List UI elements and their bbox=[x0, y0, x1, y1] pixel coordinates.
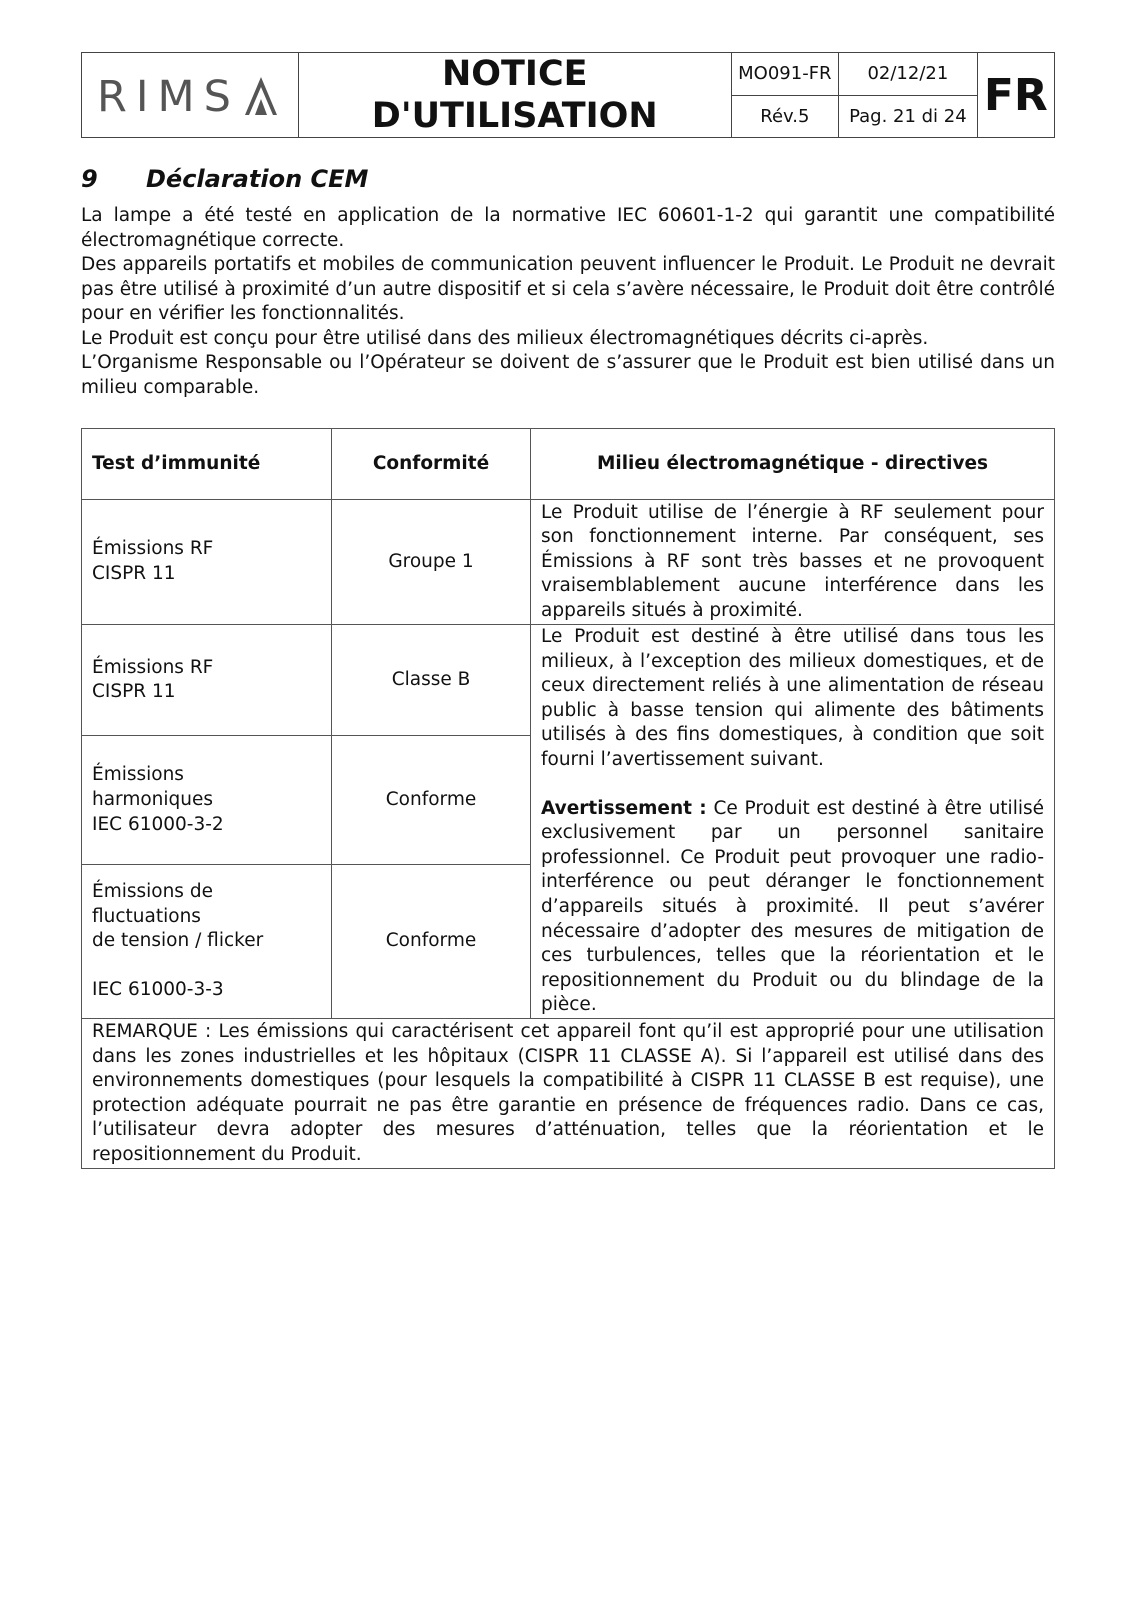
rimsa-logo-icon bbox=[95, 69, 285, 121]
conformity-cell: Conforme bbox=[332, 736, 531, 864]
test-cell bbox=[82, 864, 332, 1018]
doc-date: 02/12/21 bbox=[839, 53, 978, 96]
test-standard: CISPR 11 bbox=[92, 563, 176, 584]
conformity-cell: Conforme bbox=[332, 864, 531, 1018]
warning-paragraph bbox=[541, 797, 1044, 1018]
conformity-cell: Groupe 1 bbox=[332, 500, 531, 625]
company-logo bbox=[82, 53, 299, 138]
merged-directive-cell bbox=[531, 625, 1055, 1019]
document-title bbox=[298, 53, 731, 138]
column-header-test: Test d’immunité bbox=[82, 429, 332, 500]
directive-text: Le Produit est destiné à être utilisé dans tous les milieux, à l’exception des milieux domestiques, et de ceux directement reliés à une alimentation de réseau public à basse tension qui alimente des bâtiments utilisés à des fins domestiques, à condition que soit fourni l’avertissement suivant. bbox=[541, 626, 1044, 770]
table-row bbox=[82, 500, 1055, 625]
intro-paragraph: Le Produit est conçu pour être utilisé dans des milieux électromagnétiques décrits ci-après. bbox=[81, 327, 929, 349]
page-number: Pag. 21 di 24 bbox=[839, 95, 978, 138]
test-cell bbox=[82, 500, 332, 625]
directive-cell: Le Produit utilise de l’énergie à RF seulement pour son fonctionnement interne. Par conséquent, ses Émissions à RF sont très basses et ne provoquent vraisemblablement aucune interférence dans les appareils situés à proximité. bbox=[531, 500, 1055, 625]
test-standard: IEC 61000-3-2 bbox=[92, 813, 224, 835]
test-name: Émissions bbox=[92, 764, 184, 786]
test-name: de tension / flicker bbox=[92, 930, 264, 952]
test-name: fluctuations bbox=[92, 905, 201, 927]
test-standard: IEC 61000-3-3 bbox=[92, 979, 224, 1001]
test-name: Émissions RF bbox=[92, 538, 214, 560]
test-cell bbox=[82, 625, 332, 736]
revision: Rév.5 bbox=[731, 95, 838, 138]
language-code: FR bbox=[977, 53, 1054, 138]
document-header bbox=[81, 52, 1055, 138]
column-header-directive: Milieu électromagnétique - directives bbox=[531, 429, 1055, 500]
test-name: Émissions RF bbox=[92, 656, 214, 678]
warning-text: Ce Produit est destiné à être utilisé exclusivement par un personnel sanitaire professionnel. Ce Produit peut provoquer une radio-interférence ou peut déranger le fonctionnement d’appareils situés à proximité. Il peut s’avérer nécessaire d’adopter des mesures de mitigation de ces turbulences, telles que la réorientation et le repositionnement du Produit ou du blindage de la pièce. bbox=[541, 797, 1044, 1016]
svg-text:RIMS: RIMS bbox=[96, 72, 240, 121]
title-line-2: D'UTILISATION bbox=[371, 96, 658, 136]
table-note: REMARQUE : Les émissions qui caractérisent cet appareil font qu’il est approprié pour une utilisation dans les zones industrielles et les hôpitaux (CISPR 11 CLASSE A). Si l’appareil est utilisé dans des environnements domestiques (pour lesquels la compatibilité à CISPR 11 CLASSE B est requise), une protection adéquate pourrait ne pas être garantie en présence de fréquences radio. Dans ce cas, l’utilisateur devra adopter des mesures d’atténuation, telles que la réorientation et le repositionnement du Produit. bbox=[82, 1018, 1055, 1169]
section-intro bbox=[81, 204, 1055, 400]
emc-table bbox=[81, 428, 1055, 1169]
doc-code: MO091-FR bbox=[731, 53, 838, 96]
section-number: 9 bbox=[81, 165, 98, 193]
test-standard: CISPR 11 bbox=[92, 681, 176, 703]
intro-paragraph: Des appareils portatifs et mobiles de communication peuvent influencer le Produit. Le Produit ne devrait pas être utilisé à proximité d’un autre dispositif et si cela s’avère nécessaire, le Produit doit être contrôlé pour en vérifier les fonctionnalités. bbox=[81, 254, 1055, 324]
column-header-conformity: Conformité bbox=[332, 429, 531, 500]
test-cell bbox=[82, 736, 332, 864]
intro-paragraph: L’Organisme Responsable ou l’Opérateur se doivent de s’assurer que le Produit est bien utilisé dans un milieu comparable. bbox=[81, 352, 1055, 398]
title-line-1: NOTICE bbox=[442, 54, 588, 94]
intro-paragraph: La lampe a été testé en application de la normative IEC 60601-1-2 qui garantit une compatibilité électromagnétique correcte. bbox=[81, 205, 1055, 251]
warning-label: Avertissement : bbox=[541, 797, 707, 819]
section-heading bbox=[81, 165, 368, 193]
table-row bbox=[82, 625, 1055, 736]
test-name: Émissions de bbox=[92, 881, 213, 903]
table-note-row bbox=[82, 1018, 1055, 1169]
conformity-cell: Classe B bbox=[332, 625, 531, 736]
table-header-row bbox=[82, 429, 1055, 500]
test-name: harmoniques bbox=[92, 788, 214, 810]
section-title: Déclaration CEM bbox=[146, 165, 369, 193]
